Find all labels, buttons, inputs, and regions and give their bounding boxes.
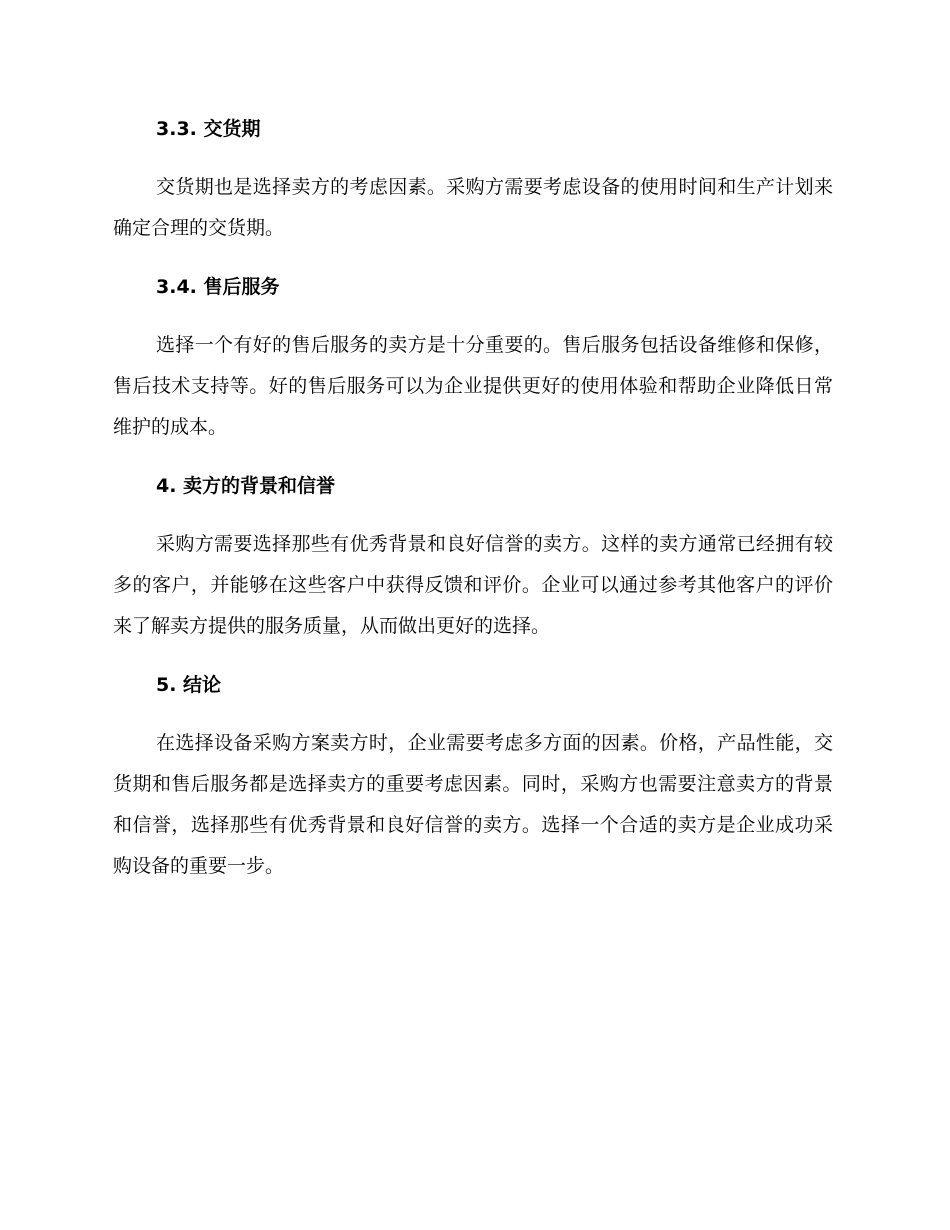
section-paragraph-conclusion: 在选择设备采购方案卖方时，企业需要考虑多方面的因素。价格，产品性能，交货期和售后服务都是选择卖方的重要考虑因素。同时，采购方也需要注意卖方的背景和信誉，选择那些有优秀背景和良好信誉的卖方。选择一个合适的卖方是企业成功采购设备的重要一步。 — [113, 732, 833, 877]
section-heading-after-sales: 3.4. 售后服务 — [156, 276, 280, 298]
section-heading-conclusion: 5. 结论 — [156, 674, 222, 696]
section-heading-delivery: 3.3. 交货期 — [156, 118, 261, 140]
section-paragraph-after-sales: 选择一个有好的售后服务的卖方是十分重要的。售后服务包括设备维修和保修，售后技术支持等。好的售后服务可以为企业提供更好的使用体验和帮助企业降低日常维护的成本。 — [113, 334, 833, 438]
section-paragraph-seller-background: 采购方需要选择那些有优秀背景和良好信誉的卖方。这样的卖方通常已经拥有较多的客户，并能够在这些客户中获得反馈和评价。企业可以通过参考其他客户的评价来了解卖方提供的服务质量，从而做出更好的选择。 — [113, 533, 833, 637]
document-body — [113, 112, 833, 887]
section-heading-seller-background: 4. 卖方的背景和信誉 — [156, 475, 336, 497]
section-paragraph-delivery: 交货期也是选择卖方的考虑因素。采购方需要考虑设备的使用时间和生产计划来确定合理的交货期。 — [113, 176, 833, 239]
